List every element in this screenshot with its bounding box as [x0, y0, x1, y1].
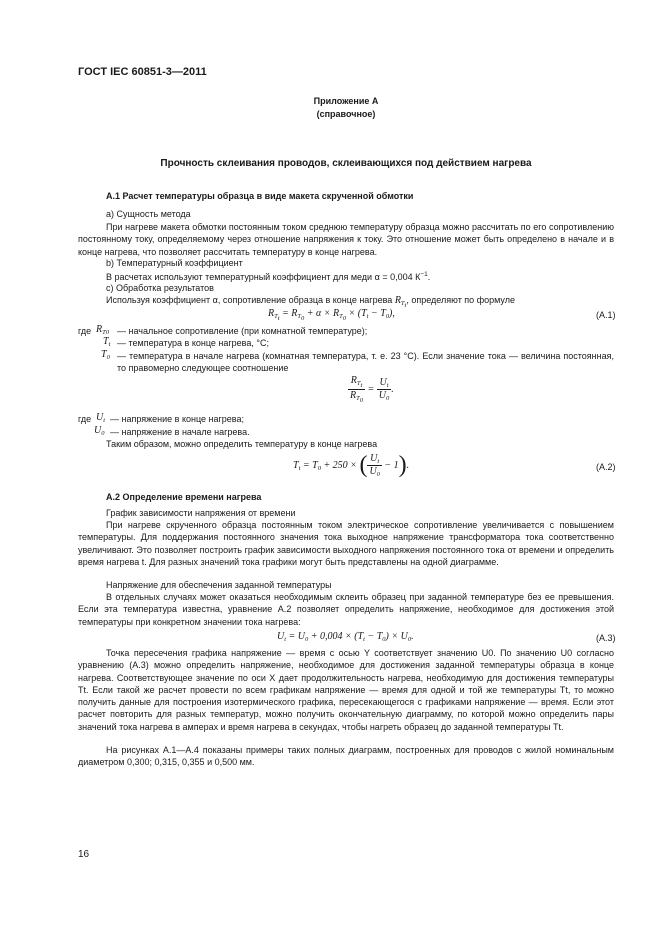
section-a2-heading: А.2 Определение времени нагрева: [106, 492, 262, 502]
symbol-rt0: $R_{T0}$: [96, 324, 109, 336]
where-label-1: где: [78, 326, 92, 336]
annex-title: Приложение А: [313, 96, 379, 106]
equation-a2-number: (А.2): [596, 462, 616, 472]
def-rt0: — начальное сопротивление (при комнатной температуре);: [117, 326, 368, 336]
section-a1-heading: А.1 Расчет температуры образца в виде макета скрученной обмотки: [106, 191, 414, 201]
a1-paragraph-4: Таким образом, можно определить температуру в конце нагрева: [106, 439, 378, 449]
def-u0: — напряжение в начале нагрева.: [110, 427, 250, 437]
a1-paragraph-3: Используя коэффициент α, сопротивление образца в конце нагрева $R_{T_t}$, определяют по формуле: [106, 295, 515, 309]
where-label-2: где: [78, 414, 92, 424]
page-number: 16: [78, 849, 90, 860]
symbol-t0: $T_0$: [101, 349, 110, 361]
equation-ratio: $\frac{R_{T_t}}{R_{T_0}}$ = $\frac{U_t}{U_0}$ .: [350, 375, 394, 404]
equation-a1: $R_{T_t} = R_{T_0} + \alpha \times R_{T_0} \times (T_t - T_0)$,: [268, 308, 395, 322]
equation-a3-number: (А.3): [596, 633, 616, 643]
a2-paragraph-3: Точка пересечения графика напряжение — время с осью Y соответствует значению U0. По значению U0 согласно уравнению (А.3) можно определить напряжение, необходимое для достижения заданной температуры образца в конце нагрева. Соответствующее значение по оси X дает продолжительность нагрева, необходимую для достижения температуры Tt. Если такой же расчет провести по всем графикам напряжение — время для одной и той же температуры Tt, то можно получить данные для построения изотермического графика, пересекающегося с графиками напряжение — время. Если этот расчет повторить для разных температур, можно получить окончательную диаграмму, по которой можно определить пары значений тока нагрева в амперах и время нагрева в секундах, чтобы нагреть образец до заданной температуры Tt.: [78, 648, 614, 732]
def-ut: — напряжение в конце нагрева;: [110, 414, 244, 424]
doc-code-header: ГОСТ IEC 60851-3—2011: [78, 66, 207, 78]
equation-a3: $U_t = U_0 + 0,004 \times (T_t - T_0) \times U_0$.: [277, 631, 414, 643]
symbol-u0: $U_0$: [94, 425, 105, 437]
a1-paragraph-1: При нагреве макета обмотки постоянным током среднюю температуру образца можно рассчитать по его сопротивлению постоянному току, определяемому через отношение напряжения к току. Это отношение может быть определено в начале и в конце нагрева, что позволяет рассчитать температуру в конце нагрева.: [78, 222, 614, 257]
symbol-ut: $U_t$: [96, 412, 106, 424]
main-title: Прочность склеивания проводов, склеивающихся под действием нагрева: [160, 158, 532, 169]
a1-paragraph-2: В расчетах используют температурный коэффициент для меди α = 0,004 $К^{-1}$.: [106, 271, 431, 282]
a1-sub-a: а) Сущность метода: [106, 209, 191, 219]
equation-a1-number: (А.1): [596, 310, 616, 320]
def-t0: — температура в начале нагрева (комнатная температура, т. е. 23 °С). Если значение тока — величина постоянная, то правомерно следующее соотношение: [117, 351, 614, 374]
symbol-tt: $T_t$: [103, 336, 111, 348]
def-tt: — температура в конце нагрева, °С;: [117, 338, 269, 348]
a2-paragraph-4: На рисунках А.1—А.4 показаны примеры таких полных диаграмм, построенных для проводов с жилой номинальным диаметром 0,300; 0,315, 0,355 и 0,500 мм.: [78, 745, 614, 768]
a2-paragraph-2: В отдельных случаях может оказаться необходимым склеить образец при заданной температуре без ее превышения. Если эта температура известна, уравнение А.2 позволяет определить напряжение, необходимое для достижения этой температуры при конкретном значении тока нагрева:: [78, 592, 614, 627]
a1-sub-b: b) Температурный коэффициент: [106, 258, 243, 268]
annex-subtitle: (справочное): [316, 109, 376, 119]
equation-a2: $T_t = T_0 + 250$ × ( $\frac{U_t}{U_0}$ − 1).: [293, 452, 410, 478]
a2-paragraph-1: При нагреве скрученного образца постоянным током электрическое сопротивление увеличивается с повышением температуры. Для поддержания постоянного значения тока выходное напряжение трансформатора тока соответственно увеличивают. Это позволяет построить график зависимости выходного напряжения постоянного тока от времени и определить время нагрева t. Для разных значений тока графики могут быть представлены на одной диаграмме.: [78, 520, 614, 567]
a1-sub-c: с) Обработка результатов: [106, 283, 214, 293]
a2-sub-2: Напряжение для обеспечения заданной температуры: [106, 580, 332, 590]
a2-sub-1: График зависимости напряжения от времени: [106, 508, 296, 518]
